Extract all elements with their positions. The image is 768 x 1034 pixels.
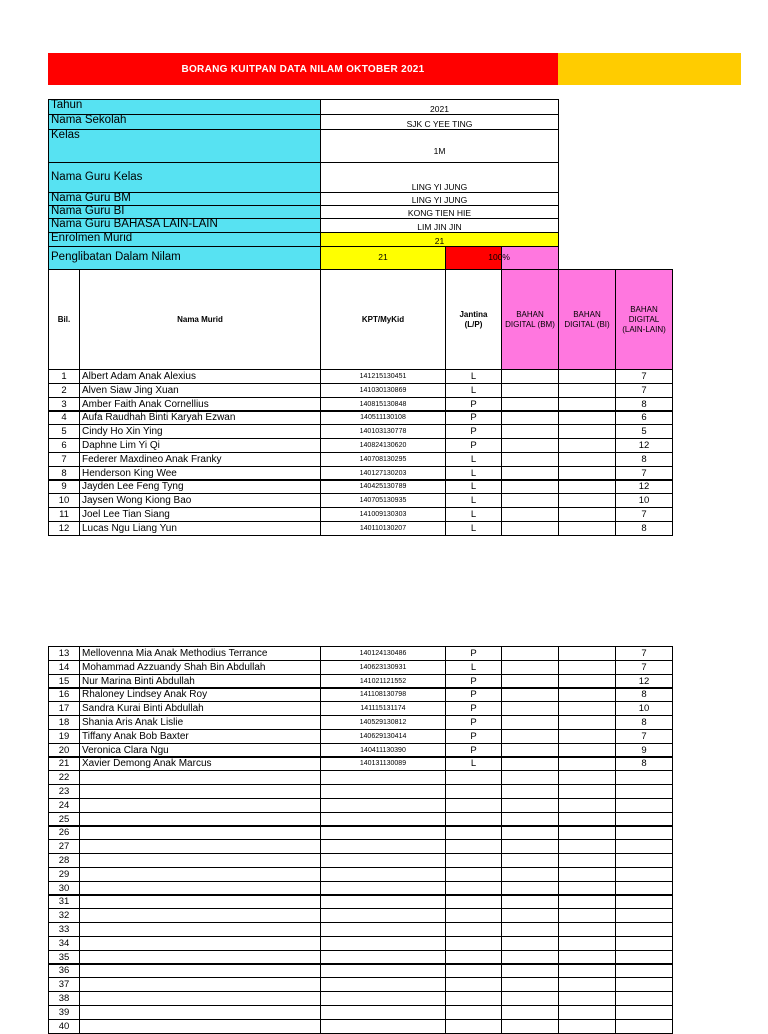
cell-bahan-digital-lain[interactable] <box>615 867 673 882</box>
cell-jantina[interactable] <box>445 839 502 854</box>
cell-bil[interactable]: 27 <box>48 839 80 854</box>
cell-bil[interactable]: 35 <box>48 950 80 965</box>
cell-bahan-digital-bi[interactable] <box>558 908 616 923</box>
cell-nama-murid[interactable]: Jaysen Wong Kiong Bao <box>79 493 321 508</box>
cell-bahan-digital-lain[interactable]: 8 <box>615 521 673 536</box>
cell-bahan-digital-bm[interactable] <box>501 784 559 799</box>
cell-bahan-digital-bi[interactable] <box>558 936 616 951</box>
cell-jantina[interactable]: P <box>445 729 502 744</box>
cell-nama-murid[interactable]: Sandra Kurai Binti Abdullah <box>79 701 321 716</box>
cell-bahan-digital-bi[interactable] <box>558 660 616 675</box>
title-accent-block <box>558 53 741 85</box>
header-jantina: Jantina (L/P) <box>445 269 502 370</box>
cell-bil[interactable]: 37 <box>48 977 80 992</box>
cell-bahan-digital-bm[interactable] <box>501 825 559 840</box>
cell-kpt-mykid[interactable]: 141108130798 <box>320 687 446 702</box>
cell-jantina[interactable]: L <box>445 493 502 508</box>
value-tahun[interactable]: 2021 <box>320 99 559 115</box>
header-bil: Bil. <box>48 269 80 370</box>
header-bahan-digital-bi: BAHAN DIGITAL (BI) <box>558 269 616 370</box>
cell-kpt-mykid[interactable] <box>320 922 446 937</box>
cell-bil[interactable]: 30 <box>48 881 80 896</box>
cell-bil[interactable]: 8 <box>48 466 80 481</box>
cell-nama-murid[interactable] <box>79 825 321 840</box>
cell-bahan-digital-bi[interactable] <box>558 756 616 771</box>
cell-bil[interactable]: 26 <box>48 825 80 840</box>
cell-bahan-digital-lain[interactable]: 8 <box>615 397 673 412</box>
cell-bahan-digital-lain[interactable]: 6 <box>615 410 673 425</box>
cell-bil[interactable]: 23 <box>48 784 80 799</box>
cell-nama-murid[interactable] <box>79 977 321 992</box>
cell-nama-murid[interactable] <box>79 936 321 951</box>
cell-bahan-digital-lain[interactable] <box>615 825 673 840</box>
cell-kpt-mykid[interactable]: 140824130620 <box>320 438 446 453</box>
cell-bahan-digital-bm[interactable] <box>501 963 559 978</box>
cell-nama-murid[interactable]: Joel Lee Tian Siang <box>79 507 321 522</box>
cell-bahan-digital-bi[interactable] <box>558 798 616 813</box>
cell-nama-murid[interactable]: Nur Marina Binti Abdullah <box>79 674 321 689</box>
cell-bil[interactable]: 20 <box>48 743 80 758</box>
cell-bil[interactable]: 39 <box>48 1005 80 1020</box>
value-penglibatan-percent[interactable]: 100% <box>445 246 502 270</box>
cell-bil[interactable]: 33 <box>48 922 80 937</box>
cell-jantina[interactable]: P <box>445 701 502 716</box>
cell-bil[interactable]: 2 <box>48 383 80 398</box>
cell-bil[interactable]: 17 <box>48 701 80 716</box>
cell-nama-murid[interactable] <box>79 839 321 854</box>
cell-bahan-digital-bm[interactable] <box>501 756 559 771</box>
cell-nama-murid[interactable]: Mellovenna Mia Anak Methodius Terrance <box>79 646 321 661</box>
cell-nama-murid[interactable] <box>79 1005 321 1020</box>
cell-jantina[interactable]: L <box>445 521 502 536</box>
cell-jantina[interactable]: P <box>445 687 502 702</box>
cell-bahan-digital-bm[interactable] <box>501 798 559 813</box>
cell-nama-murid[interactable] <box>79 798 321 813</box>
cell-bil[interactable]: 36 <box>48 963 80 978</box>
label-tahun: Tahun <box>48 99 321 115</box>
cell-kpt-mykid[interactable]: 141009130303 <box>320 507 446 522</box>
cell-nama-murid[interactable] <box>79 922 321 937</box>
cell-kpt-mykid[interactable]: 141215130451 <box>320 369 446 384</box>
cell-bil[interactable]: 9 <box>48 479 80 494</box>
cell-nama-murid[interactable] <box>79 770 321 785</box>
label-nama-guru-bm: Nama Guru BM <box>48 192 321 206</box>
cell-bahan-digital-bm[interactable] <box>501 369 559 384</box>
cell-bahan-digital-bi[interactable] <box>558 784 616 799</box>
cell-nama-murid[interactable]: Albert Adam Anak Alexius <box>79 369 321 384</box>
cell-kpt-mykid[interactable]: 140127130203 <box>320 466 446 481</box>
cell-bil[interactable]: 18 <box>48 715 80 730</box>
cell-jantina[interactable] <box>445 977 502 992</box>
cell-jantina[interactable] <box>445 825 502 840</box>
cell-nama-murid[interactable]: Tiffany Anak Bob Baxter <box>79 729 321 744</box>
cell-bil[interactable]: 12 <box>48 521 80 536</box>
cell-bil[interactable]: 10 <box>48 493 80 508</box>
cell-bahan-digital-bm[interactable] <box>501 410 559 425</box>
cell-kpt-mykid[interactable] <box>320 894 446 909</box>
cell-bahan-digital-bi[interactable] <box>558 853 616 868</box>
cell-jantina[interactable]: P <box>445 646 502 661</box>
cell-kpt-mykid[interactable] <box>320 1005 446 1020</box>
cell-nama-murid[interactable]: Rhaloney Lindsey Anak Roy <box>79 687 321 702</box>
cell-bil[interactable]: 24 <box>48 798 80 813</box>
cell-bahan-digital-lain[interactable]: 7 <box>615 729 673 744</box>
cell-nama-murid[interactable] <box>79 867 321 882</box>
header-bahan-digital-bm: BAHAN DIGITAL (BM) <box>501 269 559 370</box>
cell-bil[interactable]: 40 <box>48 1019 80 1034</box>
cell-nama-murid[interactable]: Daphne Lim Yi Qi <box>79 438 321 453</box>
cell-kpt-mykid[interactable]: 140425130789 <box>320 479 446 494</box>
cell-bil[interactable]: 21 <box>48 756 80 771</box>
cell-bahan-digital-bm[interactable] <box>501 839 559 854</box>
cell-bahan-digital-bi[interactable] <box>558 839 616 854</box>
cell-bahan-digital-bi[interactable] <box>558 715 616 730</box>
cell-kpt-mykid[interactable] <box>320 991 446 1006</box>
cell-bahan-digital-lain[interactable]: 7 <box>615 646 673 661</box>
cell-nama-murid[interactable]: Aufa Raudhah Binti Karyah Ezwan <box>79 410 321 425</box>
cell-kpt-mykid[interactable]: 140124130486 <box>320 646 446 661</box>
cell-bahan-digital-lain[interactable] <box>615 1005 673 1020</box>
cell-bahan-digital-lain[interactable] <box>615 977 673 992</box>
cell-jantina[interactable] <box>445 853 502 868</box>
cell-bahan-digital-bi[interactable] <box>558 1019 616 1034</box>
cell-nama-murid[interactable] <box>79 853 321 868</box>
cell-bahan-digital-bm[interactable] <box>501 701 559 716</box>
cell-bahan-digital-bi[interactable] <box>558 521 616 536</box>
cell-bahan-digital-bm[interactable] <box>501 853 559 868</box>
cell-bahan-digital-bm[interactable] <box>501 646 559 661</box>
value-nama-sekolah[interactable]: SJK C YEE TING <box>320 114 559 130</box>
cell-bahan-digital-lain[interactable] <box>615 1019 673 1034</box>
cell-bahan-digital-bi[interactable] <box>558 383 616 398</box>
cell-kpt-mykid[interactable]: 140529130812 <box>320 715 446 730</box>
cell-jantina[interactable]: P <box>445 674 502 689</box>
cell-bahan-digital-bi[interactable] <box>558 729 616 744</box>
cell-kpt-mykid[interactable] <box>320 825 446 840</box>
cell-bil[interactable]: 13 <box>48 646 80 661</box>
cell-bahan-digital-bm[interactable] <box>501 424 559 439</box>
value-nama-guru-lain[interactable]: LIM JIN JIN <box>320 218 559 233</box>
cell-bil[interactable]: 22 <box>48 770 80 785</box>
cell-kpt-mykid[interactable] <box>320 963 446 978</box>
cell-bil[interactable]: 6 <box>48 438 80 453</box>
cell-jantina[interactable]: L <box>445 369 502 384</box>
cell-kpt-mykid[interactable]: 141115131174 <box>320 701 446 716</box>
cell-bahan-digital-bm[interactable] <box>501 991 559 1006</box>
cell-jantina[interactable] <box>445 936 502 951</box>
cell-bahan-digital-bi[interactable] <box>558 479 616 494</box>
label-nama-guru-bi: Nama Guru BI <box>48 205 321 219</box>
cell-bahan-digital-lain[interactable] <box>615 784 673 799</box>
cell-bahan-digital-lain[interactable]: 7 <box>615 507 673 522</box>
cell-nama-murid[interactable] <box>79 1019 321 1034</box>
cell-nama-murid[interactable] <box>79 908 321 923</box>
cell-bahan-digital-bm[interactable] <box>501 715 559 730</box>
cell-bil[interactable]: 31 <box>48 894 80 909</box>
cell-bahan-digital-lain[interactable] <box>615 922 673 937</box>
cell-bahan-digital-lain[interactable] <box>615 894 673 909</box>
cell-bahan-digital-bi[interactable] <box>558 991 616 1006</box>
cell-jantina[interactable] <box>445 784 502 799</box>
label-nama-sekolah: Nama Sekolah <box>48 114 321 130</box>
cell-kpt-mykid[interactable]: 140110130207 <box>320 521 446 536</box>
cell-nama-murid[interactable]: Cindy Ho Xin Ying <box>79 424 321 439</box>
cell-jantina[interactable]: L <box>445 756 502 771</box>
cell-bil[interactable]: 25 <box>48 812 80 827</box>
cell-bahan-digital-lain[interactable] <box>615 770 673 785</box>
cell-bahan-digital-bi[interactable] <box>558 410 616 425</box>
cell-jantina[interactable]: P <box>445 438 502 453</box>
value-nama-guru-bi[interactable]: KONG TIEN HIE <box>320 205 559 219</box>
cell-nama-murid[interactable]: Henderson King Wee <box>79 466 321 481</box>
cell-bahan-digital-lain[interactable]: 5 <box>615 424 673 439</box>
cell-kpt-mykid[interactable] <box>320 936 446 951</box>
cell-bahan-digital-bi[interactable] <box>558 894 616 909</box>
cell-nama-murid[interactable]: Xavier Demong Anak Marcus <box>79 756 321 771</box>
cell-bahan-digital-lain[interactable]: 12 <box>615 674 673 689</box>
cell-kpt-mykid[interactable] <box>320 770 446 785</box>
cell-bahan-digital-bm[interactable] <box>501 922 559 937</box>
cell-bahan-digital-bm[interactable] <box>501 452 559 467</box>
cell-bahan-digital-lain[interactable]: 10 <box>615 701 673 716</box>
cell-bahan-digital-bm[interactable] <box>501 521 559 536</box>
label-kelas: Kelas <box>48 129 321 163</box>
cell-bahan-digital-bm[interactable] <box>501 660 559 675</box>
cell-nama-murid[interactable]: Shania Aris Anak Lislie <box>79 715 321 730</box>
header-bahan-digital-lain: BAHAN DIGITAL (LAIN-LAIN) <box>615 269 673 370</box>
label-enrolmen-murid: Enrolmen Murid <box>48 232 321 247</box>
form-title: BORANG KUITPAN DATA NILAM OKTOBER 2021 <box>48 53 558 85</box>
cell-kpt-mykid[interactable] <box>320 867 446 882</box>
cell-kpt-mykid[interactable]: 140511130108 <box>320 410 446 425</box>
cell-bahan-digital-bi[interactable] <box>558 452 616 467</box>
cell-bahan-digital-lain[interactable]: 12 <box>615 479 673 494</box>
cell-bahan-digital-bi[interactable] <box>558 493 616 508</box>
cell-bahan-digital-lain[interactable]: 8 <box>615 756 673 771</box>
cell-jantina[interactable] <box>445 798 502 813</box>
value-nama-guru-kelas[interactable]: LING YI JUNG <box>320 162 559 193</box>
cell-kpt-mykid[interactable]: 141030130869 <box>320 383 446 398</box>
cell-kpt-mykid[interactable]: 140708130295 <box>320 452 446 467</box>
cell-bahan-digital-bi[interactable] <box>558 369 616 384</box>
cell-bahan-digital-bi[interactable] <box>558 438 616 453</box>
cell-jantina[interactable] <box>445 908 502 923</box>
label-nama-guru-lain: Nama Guru BAHASA LAIN-LAIN <box>48 218 321 233</box>
cell-bahan-digital-bm[interactable] <box>501 894 559 909</box>
cell-jantina[interactable] <box>445 1019 502 1034</box>
cell-bahan-digital-lain[interactable]: 9 <box>615 743 673 758</box>
cell-bahan-digital-bi[interactable] <box>558 825 616 840</box>
cell-jantina[interactable] <box>445 1005 502 1020</box>
cell-bil[interactable]: 15 <box>48 674 80 689</box>
cell-kpt-mykid[interactable]: 140705130935 <box>320 493 446 508</box>
cell-kpt-mykid[interactable] <box>320 977 446 992</box>
cell-jantina[interactable]: L <box>445 660 502 675</box>
cell-nama-murid[interactable]: Federer Maxdineo Anak Franky <box>79 452 321 467</box>
cell-bahan-digital-bm[interactable] <box>501 493 559 508</box>
cell-bil[interactable]: 3 <box>48 397 80 412</box>
cell-bahan-digital-lain[interactable] <box>615 936 673 951</box>
cell-nama-murid[interactable]: Mohammad Azzuandy Shah Bin Abdullah <box>79 660 321 675</box>
cell-jantina[interactable]: P <box>445 424 502 439</box>
cell-kpt-mykid[interactable] <box>320 784 446 799</box>
cell-bahan-digital-bm[interactable] <box>501 507 559 522</box>
cell-bahan-digital-lain[interactable] <box>615 908 673 923</box>
cell-kpt-mykid[interactable] <box>320 908 446 923</box>
cell-jantina[interactable]: L <box>445 466 502 481</box>
value-enrolmen-murid[interactable]: 21 <box>320 232 559 247</box>
cell-bahan-digital-bm[interactable] <box>501 729 559 744</box>
cell-bil[interactable]: 32 <box>48 908 80 923</box>
label-penglibatan: Penglibatan Dalam Nilam <box>48 246 321 270</box>
cell-jantina[interactable] <box>445 894 502 909</box>
cell-bahan-digital-bi[interactable] <box>558 687 616 702</box>
cell-bahan-digital-lain[interactable]: 12 <box>615 438 673 453</box>
cell-kpt-mykid[interactable]: 140623130931 <box>320 660 446 675</box>
cell-bil[interactable]: 11 <box>48 507 80 522</box>
value-penglibatan[interactable]: 21 <box>320 246 446 270</box>
cell-bahan-digital-bi[interactable] <box>558 646 616 661</box>
cell-jantina[interactable]: L <box>445 383 502 398</box>
cell-bahan-digital-bm[interactable] <box>501 383 559 398</box>
cell-nama-murid[interactable]: Alven Siaw Jing Xuan <box>79 383 321 398</box>
cell-bahan-digital-lain[interactable] <box>615 963 673 978</box>
cell-jantina[interactable] <box>445 867 502 882</box>
cell-bahan-digital-lain[interactable]: 7 <box>615 660 673 675</box>
cell-bahan-digital-bm[interactable] <box>501 479 559 494</box>
cell-nama-murid[interactable] <box>79 784 321 799</box>
cell-bahan-digital-bi[interactable] <box>558 770 616 785</box>
cell-nama-murid[interactable]: Amber Faith Anak Cornellius <box>79 397 321 412</box>
cell-bahan-digital-bm[interactable] <box>501 438 559 453</box>
cell-nama-murid[interactable]: Lucas Ngu Liang Yun <box>79 521 321 536</box>
cell-jantina[interactable] <box>445 922 502 937</box>
cell-jantina[interactable] <box>445 770 502 785</box>
cell-bahan-digital-bi[interactable] <box>558 507 616 522</box>
value-kelas[interactable]: 1M <box>320 129 559 163</box>
cell-bil[interactable]: 16 <box>48 687 80 702</box>
cell-kpt-mykid[interactable] <box>320 853 446 868</box>
cell-kpt-mykid[interactable]: 140629130414 <box>320 729 446 744</box>
cell-jantina[interactable]: P <box>445 743 502 758</box>
cell-bahan-digital-lain[interactable] <box>615 798 673 813</box>
cell-nama-murid[interactable] <box>79 991 321 1006</box>
cell-bahan-digital-lain[interactable]: 7 <box>615 369 673 384</box>
cell-bahan-digital-lain[interactable]: 7 <box>615 383 673 398</box>
cell-bahan-digital-lain[interactable]: 8 <box>615 715 673 730</box>
cell-bahan-digital-bi[interactable] <box>558 867 616 882</box>
cell-bahan-digital-lain[interactable]: 8 <box>615 452 673 467</box>
cell-kpt-mykid[interactable]: 140815130848 <box>320 397 446 412</box>
cell-nama-murid[interactable]: Jayden Lee Feng Tyng <box>79 479 321 494</box>
cell-kpt-mykid[interactable] <box>320 1019 446 1034</box>
cell-bahan-digital-bi[interactable] <box>558 424 616 439</box>
header-kpt-mykid: KPT/MyKid <box>320 269 446 370</box>
cell-nama-murid[interactable] <box>79 894 321 909</box>
cell-bahan-digital-bm[interactable] <box>501 908 559 923</box>
cell-bil[interactable]: 38 <box>48 991 80 1006</box>
cell-jantina[interactable] <box>445 991 502 1006</box>
cell-bahan-digital-bi[interactable] <box>558 963 616 978</box>
cell-bahan-digital-bi[interactable] <box>558 701 616 716</box>
cell-bahan-digital-bm[interactable] <box>501 936 559 951</box>
cell-kpt-mykid[interactable] <box>320 798 446 813</box>
cell-jantina[interactable]: L <box>445 479 502 494</box>
cell-bil[interactable]: 29 <box>48 867 80 882</box>
cell-bahan-digital-bi[interactable] <box>558 922 616 937</box>
cell-bahan-digital-lain[interactable]: 8 <box>615 687 673 702</box>
cell-bil[interactable]: 1 <box>48 369 80 384</box>
cell-kpt-mykid[interactable]: 141021121552 <box>320 674 446 689</box>
header-nama-murid: Nama Murid <box>79 269 321 370</box>
cell-bahan-digital-bm[interactable] <box>501 1005 559 1020</box>
cell-bahan-digital-bm[interactable] <box>501 770 559 785</box>
cell-bahan-digital-lain[interactable]: 7 <box>615 466 673 481</box>
cell-bahan-digital-bm[interactable] <box>501 977 559 992</box>
cell-bahan-digital-bm[interactable] <box>501 1019 559 1034</box>
cell-bahan-digital-bm[interactable] <box>501 867 559 882</box>
cell-jantina[interactable]: L <box>445 507 502 522</box>
cell-bahan-digital-lain[interactable] <box>615 839 673 854</box>
value-nama-guru-bm[interactable]: LING YI JUNG <box>320 192 559 206</box>
cell-bil[interactable]: 14 <box>48 660 80 675</box>
cell-nama-murid[interactable] <box>79 963 321 978</box>
cell-bahan-digital-bi[interactable] <box>558 1005 616 1020</box>
cell-bil[interactable]: 5 <box>48 424 80 439</box>
cell-bil[interactable]: 28 <box>48 853 80 868</box>
cell-kpt-mykid[interactable]: 140131130089 <box>320 756 446 771</box>
cell-bil[interactable]: 7 <box>48 452 80 467</box>
cell-jantina[interactable]: L <box>445 452 502 467</box>
cell-bil[interactable]: 4 <box>48 410 80 425</box>
cell-bahan-digital-lain[interactable] <box>615 991 673 1006</box>
cell-jantina[interactable]: P <box>445 410 502 425</box>
cell-bahan-digital-lain[interactable]: 10 <box>615 493 673 508</box>
cell-jantina[interactable]: P <box>445 397 502 412</box>
cell-kpt-mykid[interactable] <box>320 839 446 854</box>
label-nama-guru-kelas: Nama Guru Kelas <box>48 162 321 193</box>
cell-kpt-mykid[interactable]: 140411130390 <box>320 743 446 758</box>
cell-bahan-digital-lain[interactable] <box>615 853 673 868</box>
cell-bil[interactable]: 19 <box>48 729 80 744</box>
cell-kpt-mykid[interactable]: 140103130778 <box>320 424 446 439</box>
cell-nama-murid[interactable]: Veronica Clara Ngu <box>79 743 321 758</box>
cell-jantina[interactable]: P <box>445 715 502 730</box>
cell-jantina[interactable] <box>445 963 502 978</box>
cell-bil[interactable]: 34 <box>48 936 80 951</box>
cell-bahan-digital-bm[interactable] <box>501 687 559 702</box>
cell-bahan-digital-bi[interactable] <box>558 977 616 992</box>
